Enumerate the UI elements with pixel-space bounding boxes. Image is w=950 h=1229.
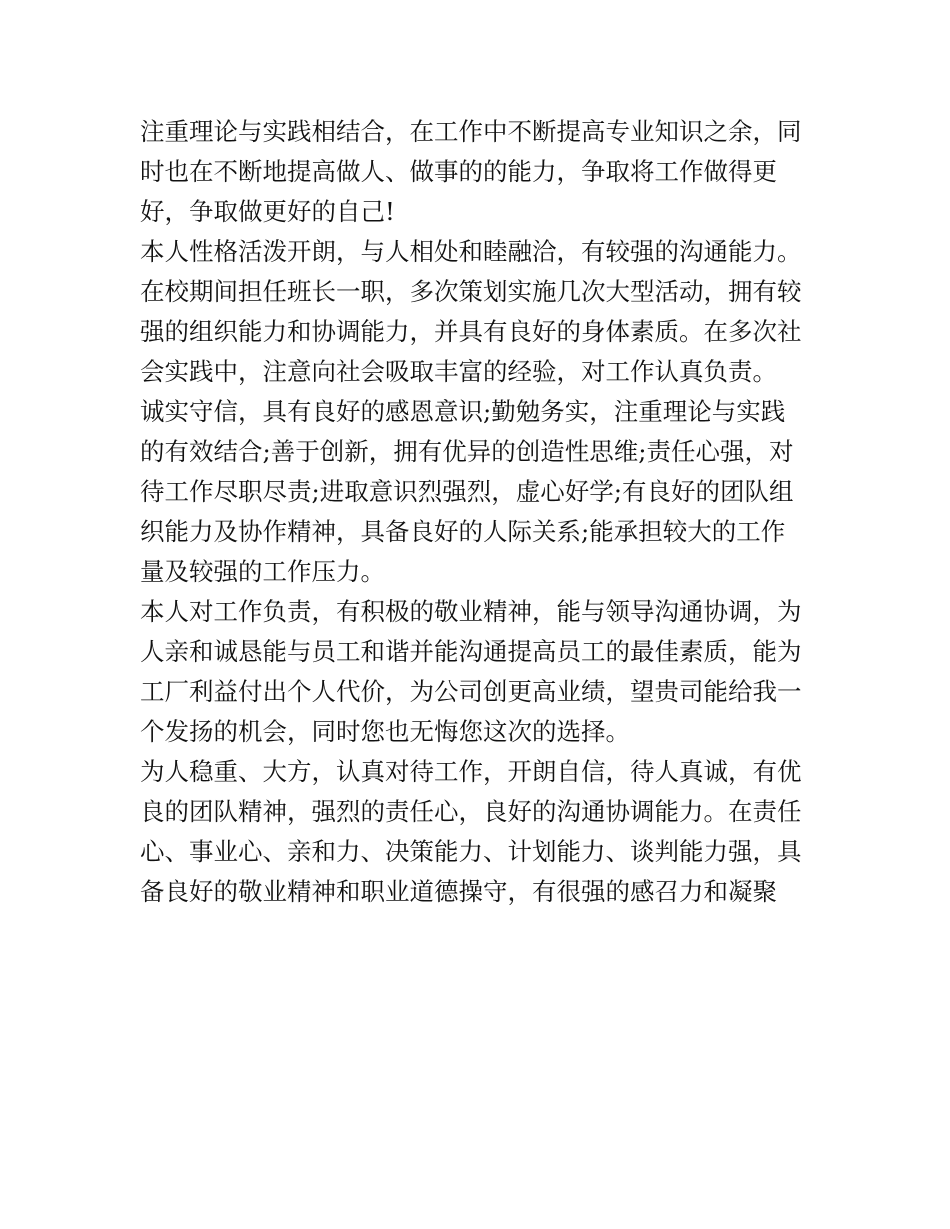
text-line: 工厂利益付出个人代价，为公司创更高业绩，望贵司能给我一: [140, 677, 802, 706]
text-line: 为人稳重、大方，认真对待工作，开朗自信，待人真诚，有优: [140, 757, 802, 786]
text-line: 强的组织能力和协调能力，并具有良好的身体素质。在多次社: [140, 317, 802, 346]
text-line: 良的团队精神，强烈的责任心，良好的沟通协调能力。在责任: [140, 797, 802, 826]
text-line: 人亲和诚恳能与员工和谐并能沟通提高员工的最佳素质，能为: [140, 637, 802, 666]
text-line: 好，争取做更好的自己!: [140, 197, 395, 226]
paragraph-4: [140, 592, 815, 752]
text-line: 心、事业心、亲和力、决策能力、计划能力、谈判能力强，具: [140, 837, 802, 866]
text-line: 备良好的敬业精神和职业道德操守，有很强的感召力和凝聚: [140, 877, 777, 906]
text-line: 的有效结合;善于创新，拥有优异的创造性思维;责任心强，对: [140, 437, 794, 466]
text-line: 待工作尽职尽责;进取意识烈强烈，虚心好学;有良好的团队组: [140, 477, 794, 506]
document-body: [140, 112, 815, 912]
paragraph-3: [140, 392, 815, 592]
text-line: 本人对工作负责，有积极的敬业精神，能与领导沟通协调，为: [140, 597, 802, 626]
text-line: 注重理论与实践相结合，在工作中不断提高专业知识之余，同: [140, 117, 802, 146]
text-line: 织能力及协作精神，具备良好的人际关系;能承担较大的工作: [140, 517, 786, 546]
text-line: 会实践中，注意向社会吸取丰富的经验，对工作认真负责。: [140, 357, 777, 386]
paragraph-1: [140, 112, 815, 232]
text-line: 量及较强的工作压力。: [140, 557, 385, 586]
text-line: 时也在不断地提高做人、做事的的能力，争取将工作做得更: [140, 157, 777, 186]
paragraph-2: [140, 232, 815, 392]
text-line: 个发扬的机会，同时您也无悔您这次的选择。: [140, 717, 630, 746]
paragraph-5: [140, 752, 815, 912]
text-line: 在校期间担任班长一职，多次策划实施几次大型活动，拥有较: [140, 277, 802, 306]
text-line: 本人性格活泼开朗，与人相处和睦融洽，有较强的沟通能力。: [140, 237, 802, 266]
text-line: 诚实守信，具有良好的感恩意识;勤勉务实，注重理论与实践: [140, 397, 786, 426]
